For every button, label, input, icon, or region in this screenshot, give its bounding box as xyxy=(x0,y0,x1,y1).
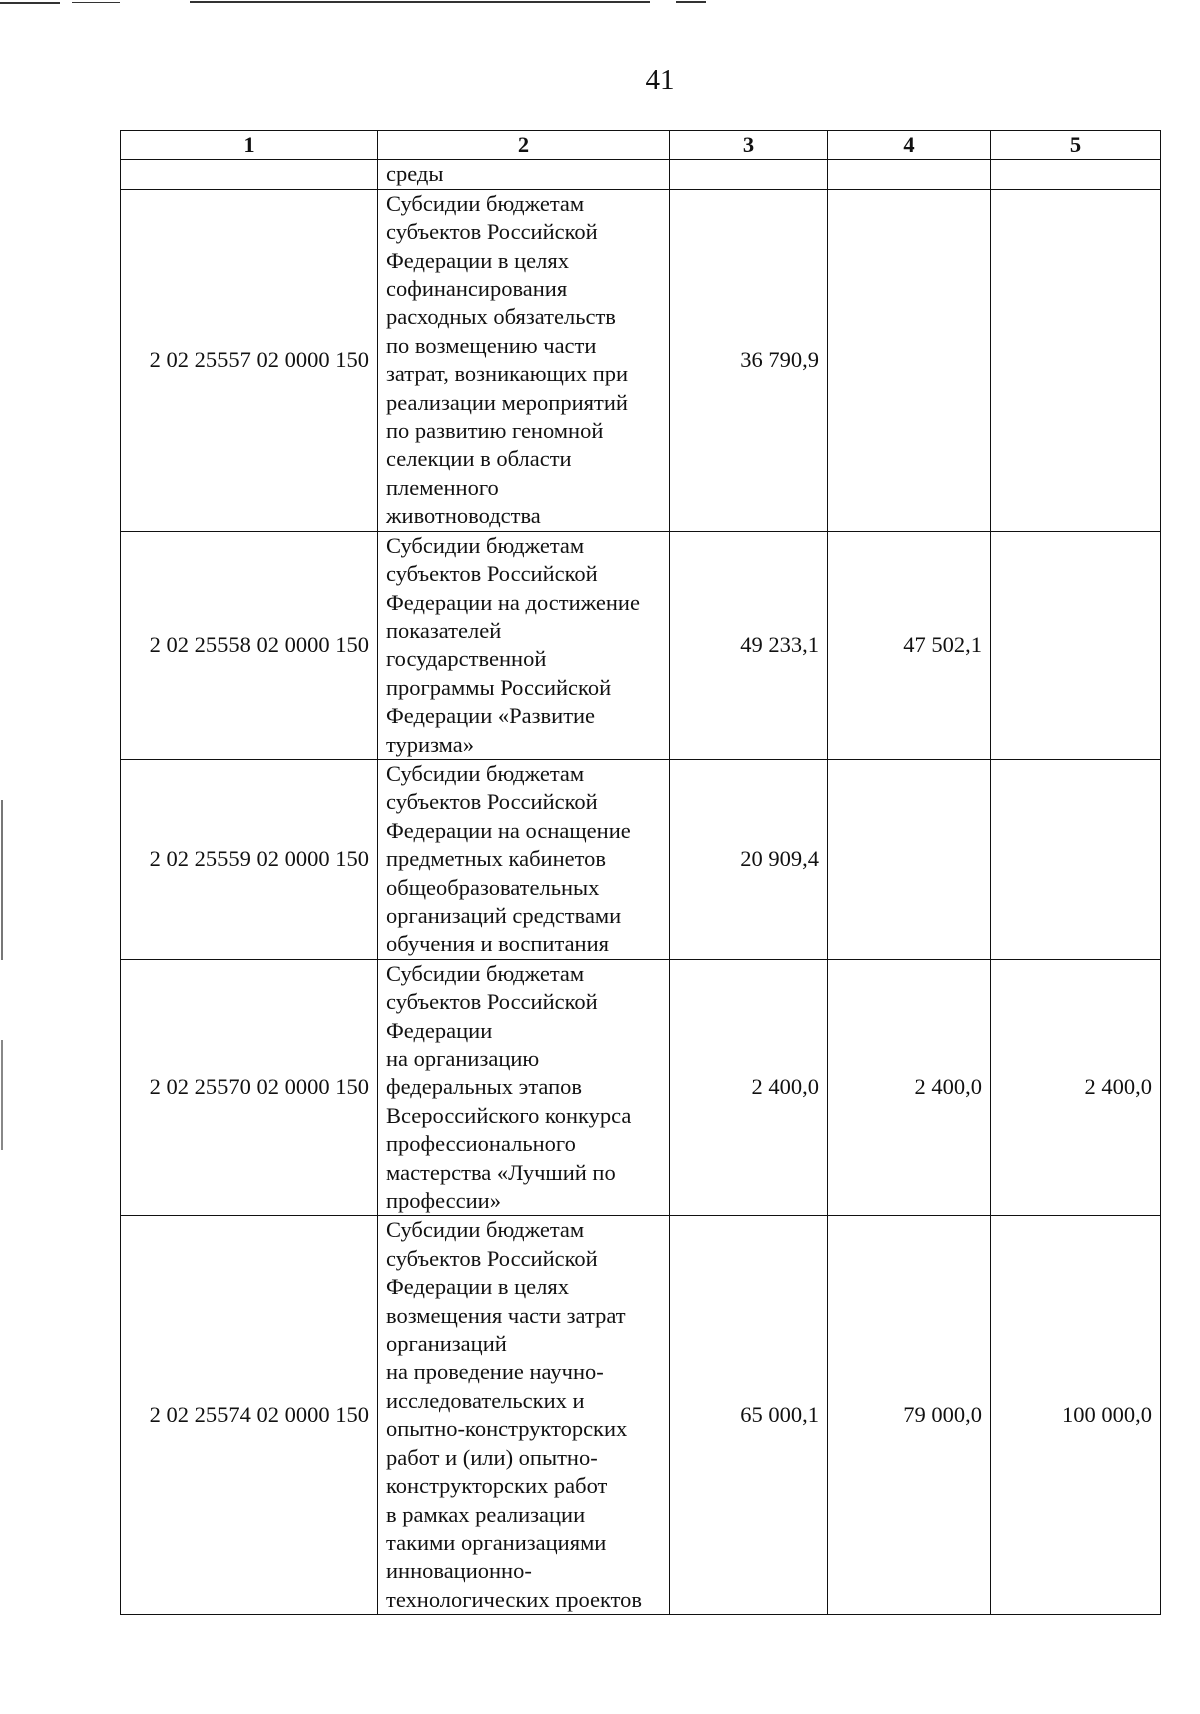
amount-col3: 20 909,4 xyxy=(670,759,828,959)
table-row xyxy=(121,1216,1161,1615)
scan-artifact xyxy=(676,1,706,3)
table-row xyxy=(121,531,1161,759)
column-header: 3 xyxy=(670,131,828,160)
amount-col4 xyxy=(828,160,991,189)
column-header: 2 xyxy=(378,131,670,160)
table-row xyxy=(121,959,1161,1216)
scan-artifact xyxy=(0,2,60,4)
amount-col4: 79 000,0 xyxy=(828,1216,991,1615)
amount-col3: 36 790,9 xyxy=(670,189,828,531)
amount-col4: 47 502,1 xyxy=(828,531,991,759)
amount-col5: 100 000,0 xyxy=(991,1216,1161,1615)
budget-code: 2 02 25559 02 0000 150 xyxy=(121,759,378,959)
amount-col5 xyxy=(991,160,1161,189)
amount-col5 xyxy=(991,531,1161,759)
amount-col3 xyxy=(670,160,828,189)
scan-artifact xyxy=(190,1,650,3)
header-row xyxy=(121,131,1161,160)
amount-col3: 65 000,1 xyxy=(670,1216,828,1615)
budget-table xyxy=(120,130,1161,1615)
column-header: 1 xyxy=(121,131,378,160)
budget-code: 2 02 25557 02 0000 150 xyxy=(121,189,378,531)
subsidy-description: Субсидии бюджетам субъектов Российской Федерации в целях софинансирования расходных обязательств по возмещению части затрат, возникающих при реализации мероприятий по развитию геномной селекции в области племенного животноводства xyxy=(378,189,670,531)
column-header: 4 xyxy=(828,131,991,160)
amount-col5 xyxy=(991,759,1161,959)
budget-code xyxy=(121,160,378,189)
scan-artifact xyxy=(72,2,120,3)
amount-col4 xyxy=(828,189,991,531)
subsidy-description: Субсидии бюджетам субъектов Российской Федерации в целях возмещения части затрат организаций на проведение научно- исследовательских и опытно-конструкторских работ и (или) опытно- конструкторских работ в рамках реализации такими организациями инновационно- технологических проектов xyxy=(378,1216,670,1615)
scan-artifact xyxy=(1,800,3,960)
amount-col3: 49 233,1 xyxy=(670,531,828,759)
subsidy-description: Субсидии бюджетам субъектов Российской Федерации на достижение показателей государственной программы Российской Федерации «Развитие туризма» xyxy=(378,531,670,759)
scan-artifact xyxy=(1,1040,3,1150)
amount-col5 xyxy=(991,189,1161,531)
amount-col4 xyxy=(828,759,991,959)
subsidy-description: Субсидии бюджетам субъектов Российской Федерации на оснащение предметных кабинетов общеобразовательных организаций средствами обучения и воспитания xyxy=(378,759,670,959)
budget-code: 2 02 25558 02 0000 150 xyxy=(121,531,378,759)
budget-code: 2 02 25570 02 0000 150 xyxy=(121,959,378,1216)
amount-col3: 2 400,0 xyxy=(670,959,828,1216)
table-row xyxy=(121,189,1161,531)
page-number: 41 xyxy=(645,64,675,96)
budget-code: 2 02 25574 02 0000 150 xyxy=(121,1216,378,1615)
table-row xyxy=(121,759,1161,959)
amount-col5: 2 400,0 xyxy=(991,959,1161,1216)
subsidy-description: среды xyxy=(378,160,670,189)
amount-col4: 2 400,0 xyxy=(828,959,991,1216)
column-header: 5 xyxy=(991,131,1161,160)
subsidy-description: Субсидии бюджетам субъектов Российской Федерации на организацию федеральных этапов Всероссийского конкурса профессионального мастерства «Лучший по профессии» xyxy=(378,959,670,1216)
table-row xyxy=(121,160,1161,189)
